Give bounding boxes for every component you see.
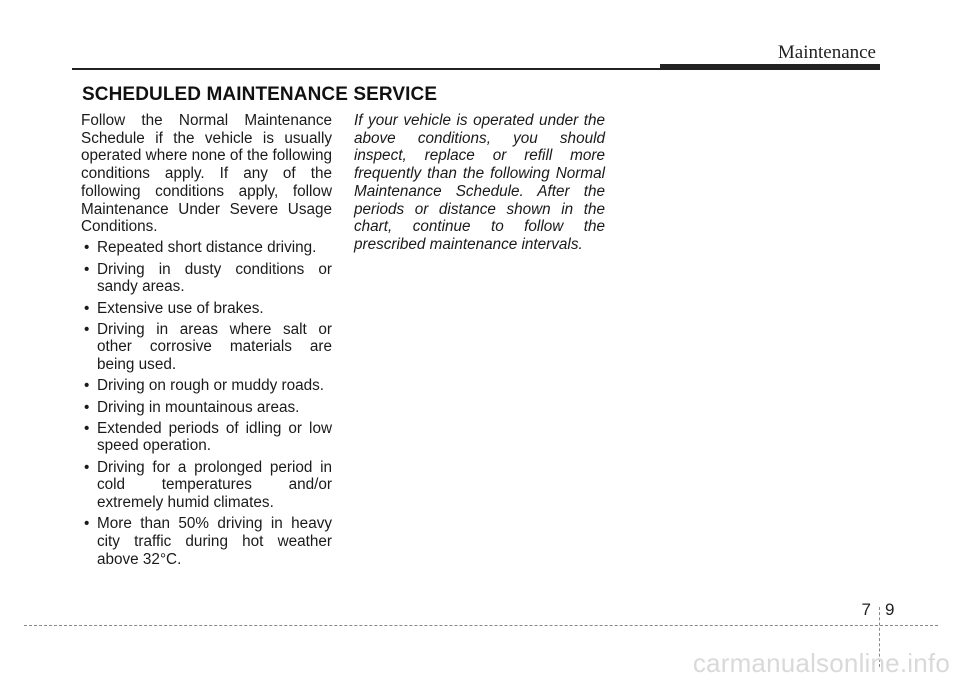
- header-rule-thin: [72, 68, 660, 70]
- chapter-number: 7: [861, 600, 871, 619]
- footer-rule: [24, 625, 938, 626]
- running-header-section: Maintenance: [777, 42, 876, 63]
- left-column: [81, 112, 332, 568]
- page-number: 9: [885, 600, 895, 619]
- intro-paragraph: Follow the Normal Maintenance Schedule if the vehicle is usually operated where none of the following conditions apply. If any of the following conditions apply, follow Maintenance Under Severe Usage Conditions.: [81, 112, 332, 236]
- severe-usage-note: If your vehicle is operated under the above conditions, you should inspect, replace or refill more frequently than the following Normal Maintenance Schedule. After the periods or distance shown in the chart, continue to follow the prescribed maintenance intervals.: [354, 112, 605, 253]
- right-column: [354, 112, 605, 254]
- list-item: • Repeated short distance driving.: [81, 239, 332, 257]
- list-item: • Driving for a prolonged period in cold temperatures and/or extremely humid climates.: [81, 459, 332, 512]
- list-item: • More than 50% driving in heavy city traffic during hot weather above 32°C.: [81, 515, 332, 568]
- page-title: SCHEDULED MAINTENANCE SERVICE: [82, 84, 438, 105]
- conditions-list: [81, 239, 332, 568]
- list-item: • Extensive use of brakes.: [81, 300, 332, 318]
- list-item: • Driving in dusty conditions or sandy areas.: [81, 261, 332, 296]
- list-item: • Driving in mountainous areas.: [81, 399, 332, 417]
- list-item: • Driving on rough or muddy roads.: [81, 377, 332, 395]
- header-rule-thick: [660, 64, 880, 70]
- list-item: • Driving in areas where salt or other corrosive materials are being used.: [81, 321, 332, 374]
- list-item: • Extended periods of idling or low speed operation.: [81, 420, 332, 455]
- watermark: carmanualsonline.info: [692, 648, 950, 678]
